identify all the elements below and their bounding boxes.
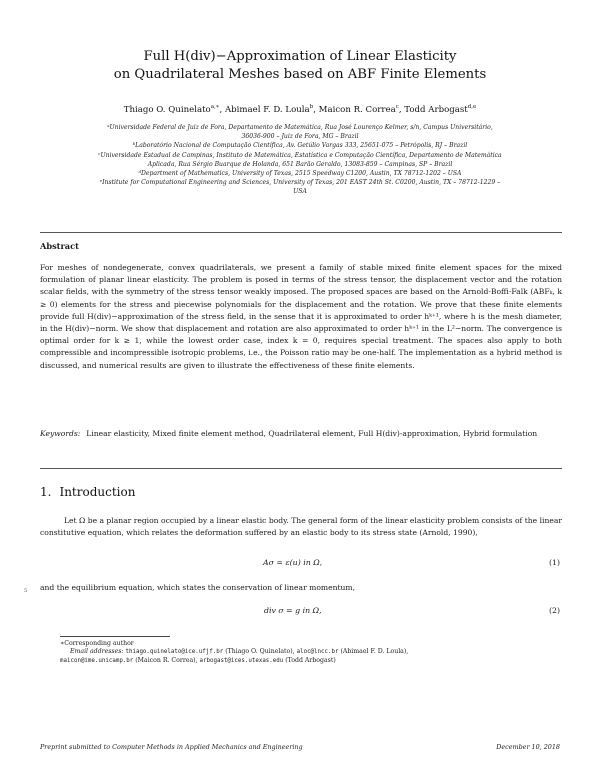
footnote-rule [60, 636, 170, 637]
affiliation-line: Aplicada, Rua Sérgio Buarque de Holanda, 651 Barão Geraldo, 13083-859 – Campinas, SP – Brazil [147, 160, 453, 168]
footnote [60, 640, 550, 665]
email-owner: (Todd Arbogast) [285, 656, 336, 664]
abstract-text: For meshes of nondegenerate, convex quadrilaterals, we present a family of stable mixed finite element spaces for the mixed formulation of planar linear elasticity. The problem is posed in terms of the stress tensor, the displacement vector and the rotation scalar fields, with the symmetry of the stress tensor weakly imposed. The proposed spaces are based on the Arnold-Boffi-Falk (ABFₖ, k ≥ 0) elements for the stress and piecewise polynomials for the displacement and the rotation. We prove that these finite elements provide full H(div)−approximation of the stress field, in the sense that it is approximated to order hᵏ⁺¹, where h is the mesh diameter, in the H(div)−norm. We show that displacement and rotation are also approximated to order hᵏ⁺¹ in the L²−norm. The convergence is optimal order for k ≥ 1, while the lowest order case, index k = 0, requires special treatment. The spaces also apply to both compressible and incompressible isotropic problems, i.e., the Poisson ratio may be one-half. The implementation as a hybrid method is discussed, and numerical results are given to illustrate the effectiveness of these finite elements. [40, 263, 562, 370]
affiliation-line: 36036-900 – Juiz de Fora, MG – Brazil [241, 133, 359, 141]
section-title: Introduction [59, 485, 136, 499]
keywords-label: Keywords: [40, 429, 81, 438]
date: December 10, 2018 [496, 743, 560, 751]
author-3: Maicon R. Correa$^c$ [318, 104, 399, 115]
author-2: Abimael F. D. Loula$^b$ [224, 104, 314, 115]
intro-paragraph-2: and the equilibrium equation, which states the conservation of linear momentum, [40, 583, 356, 592]
equation-1-number: (1) [548, 558, 560, 567]
title-line-1: Full H(div)−Approximation of Linear Elasticity [143, 49, 457, 64]
equation-2: div σ = g in Ω, [264, 606, 322, 615]
preprint-note: Preprint submitted to Computer Methods in Applied Mechanics and Engineering [40, 743, 303, 751]
email-addresses [60, 648, 550, 656]
author-1: Thiago O. Quinelato$^{a,∗}$ [123, 104, 220, 115]
keywords-text: Linear elasticity, Mixed finite element method, Quadrilateral element, Full H(div)-approximation, Hybrid formulation [86, 429, 538, 438]
author-list: Thiago O. Quinelato$^{a,∗}$, Abimael F. D. Loula$^b$, Maicon R. Correa$^c$, Todd Arbogast$^{d,e}$ [123, 104, 477, 115]
email-link[interactable]: arbogast@ices.utexas.edu [199, 657, 284, 664]
email-link[interactable]: maicon@ime.unicamp.br [60, 657, 134, 664]
affiliation-line: ᵉInstitute for Computational Engineering and Sciences, University of Texas, 201 EAST 24th St. C0200, Austin, TX – 78712-1229 – [99, 179, 501, 187]
equation-1: Aσ = ε(u) in Ω, [263, 558, 323, 567]
affiliation-line: ᵇLaboratório Nacional de Computação Científica, Av. Getúlio Vargas 333, 25651-075 – Petrópolis, RJ – Brazil [132, 142, 468, 150]
email-addresses-cont [60, 657, 550, 665]
equation-2-number: (2) [548, 606, 560, 615]
affiliation-line: ᵃUniversidade Federal de Juiz de Fora, Departamento de Matemática, Rua José Lourenço Kelmer, s/n, Campus Universitário, [107, 124, 493, 131]
author-4: Todd Arbogast$^{d,e}$ [404, 104, 477, 115]
intro-paragraph-1: Let Ω be a planar region occupied by a linear elastic body. The general form of the linear elasticity problem consists of the linear constitutive equation, which relates the deformation suffered by an elastic body to its stress state (Arnold, 1990), [40, 516, 562, 538]
line-number-mark: 5 [24, 588, 28, 594]
email-link[interactable]: thiago.quinelato@ice.ufjf.br [125, 649, 224, 656]
email-label: Email addresses: [70, 648, 124, 656]
abstract-top-rule [40, 232, 562, 233]
abstract-bottom-rule [40, 468, 562, 469]
paper-title [60, 48, 540, 84]
corresponding-author-note: ∗Corresponding author [60, 640, 134, 647]
title-line-2: on Quadrilateral Meshes based on ABF Finite Elements [113, 67, 487, 82]
abstract-heading: Abstract [40, 241, 79, 251]
affiliation-line: USA [293, 188, 307, 196]
email-owner: (Thiago O. Quinelato), [225, 648, 295, 656]
email-owner: (Abimael F. D. Loula), [340, 648, 409, 656]
email-owner: (Maicon R. Correa), [135, 656, 198, 664]
affiliations [48, 123, 552, 197]
section-heading [40, 485, 135, 499]
keywords [40, 428, 562, 440]
affiliation-line: ᶜUniversidade Estadual de Campinas, Instituto de Matemática, Estatística e Computação Científica, Departamento de Matemática [98, 151, 502, 159]
email-link[interactable]: aloc@lncc.br [296, 649, 339, 656]
affiliation-line: ᵈDepartment of Mathematics, University of Texas, 2515 Speedway C1200, Austin, TX 78712-1202 – USA [138, 170, 462, 178]
section-number: 1. [40, 485, 52, 499]
